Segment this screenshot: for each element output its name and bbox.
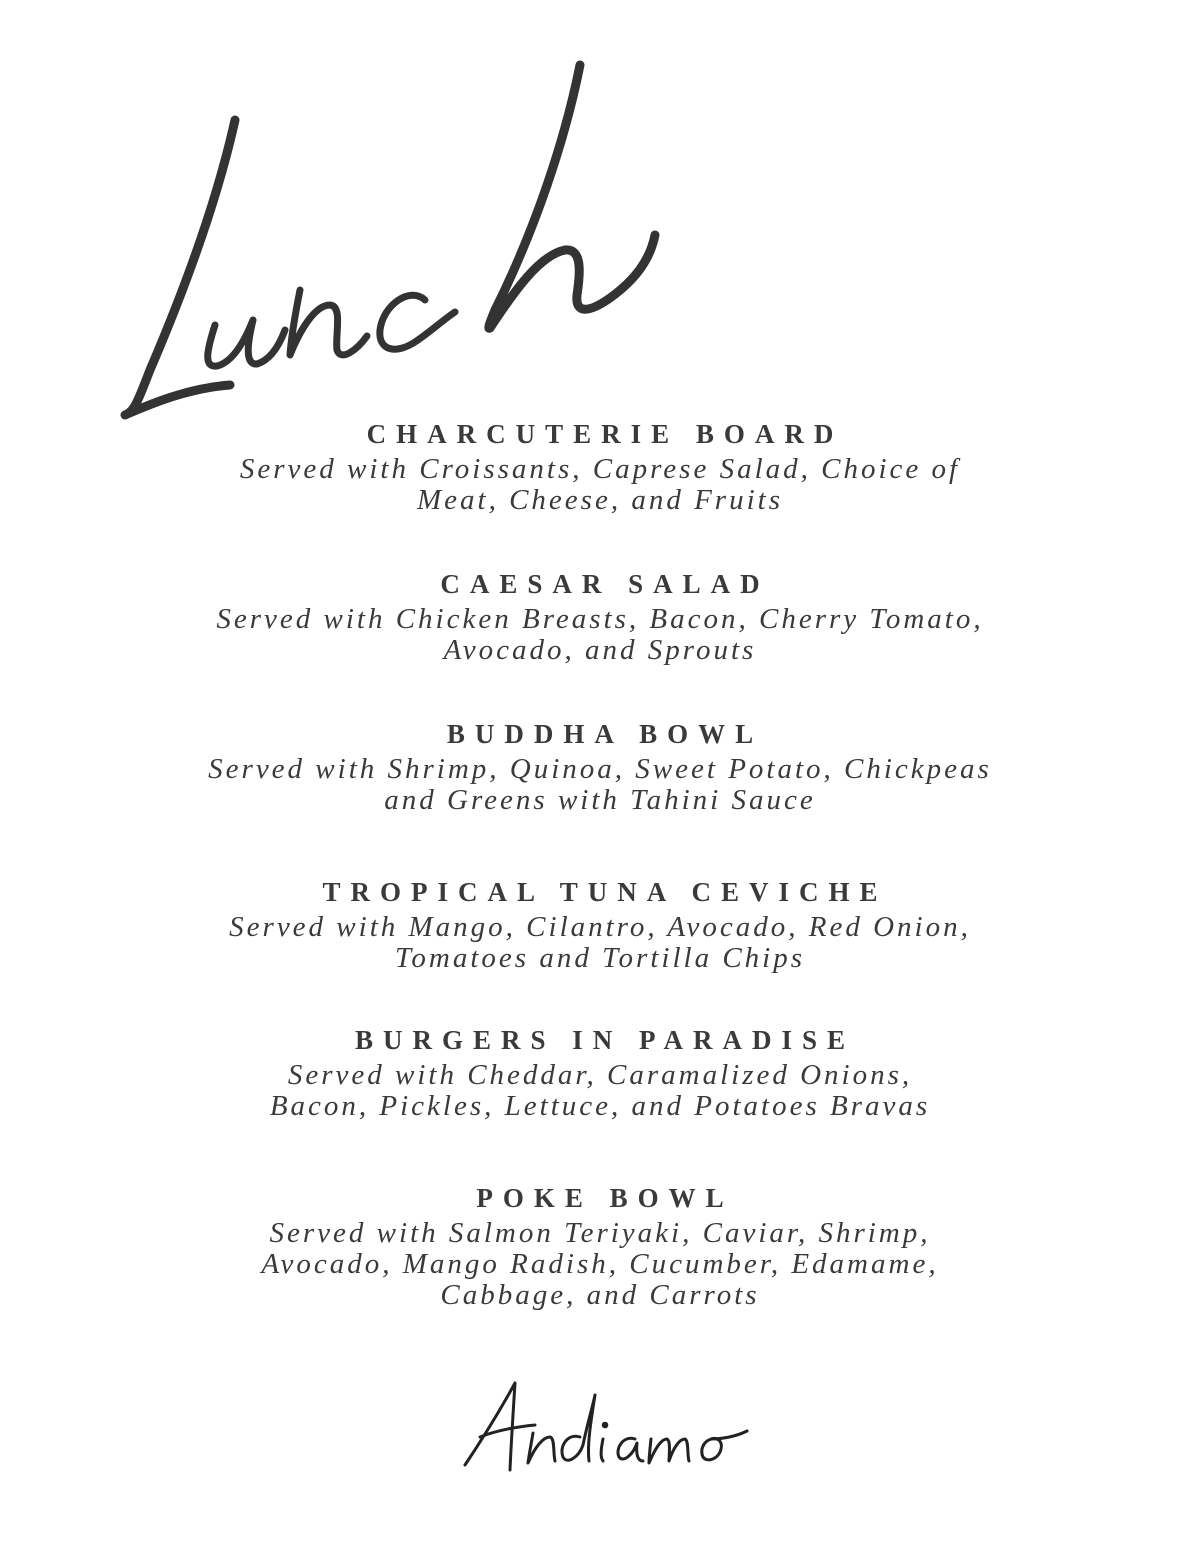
menu-item xyxy=(0,716,1200,816)
menu-item-name: BUDDHA BOWL xyxy=(446,719,764,749)
menu-item-description: Served with Cheddar, Caramalized Onions, Bacon, Pickles, Lettuce, and Potatoes Bravas xyxy=(269,1059,931,1122)
menu-item-description: Served with Shrimp, Quinoa, Sweet Potato, Chickpeas and Greens with Tahini Sauce xyxy=(208,753,992,816)
menu-item-description: Served with Mango, Cilantro, Avocado, Red Onion, Tomatoes and Tortilla Chips xyxy=(229,911,971,974)
menu-item-name: BURGERS IN PARADISE xyxy=(354,1025,856,1055)
menu-item-description: Served with Salmon Teriyaki, Caviar, Shrimp, Avocado, Mango Radish, Cucumber, Edamame, Cabbage, and Carrots xyxy=(261,1217,939,1311)
menu-item xyxy=(0,874,1200,974)
menu-title xyxy=(95,50,715,440)
menu-item xyxy=(0,566,1200,666)
menu-item-name: CAESAR SALAD xyxy=(440,569,770,599)
menu-item-description: Served with Croissants, Caprese Salad, Choice of Meat, Cheese, and Fruits xyxy=(239,453,961,516)
signature-lettering xyxy=(455,1375,755,1485)
menu-item-name: POKE BOWL xyxy=(476,1183,734,1213)
menu-item-name: TROPICAL TUNA CEVICHE xyxy=(322,877,888,907)
menu-title-lettering xyxy=(95,50,715,440)
menu-item-name: CHARCUTERIE BOARD xyxy=(366,419,844,449)
menu-item xyxy=(0,1180,1200,1311)
menu-item-description: Served with Chicken Breasts, Bacon, Cherry Tomato, Avocado, and Sprouts xyxy=(216,603,984,666)
signature-logo xyxy=(455,1375,755,1485)
menu-item xyxy=(0,416,1200,516)
menu-item xyxy=(0,1022,1200,1122)
